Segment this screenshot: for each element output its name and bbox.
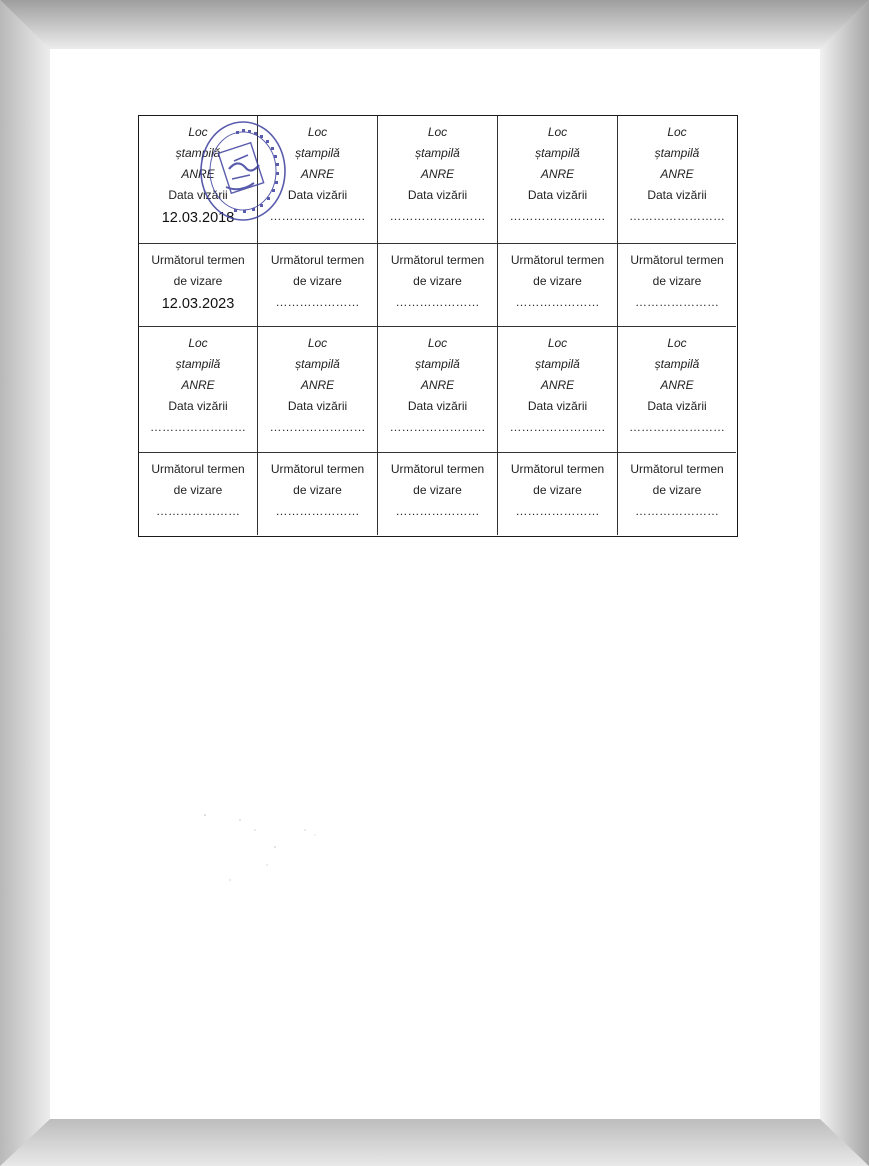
stamp-placeholder-text: ștampilă [175, 357, 221, 371]
next-term-value: ………………… [275, 295, 360, 309]
next-term-label: de vizare [293, 483, 342, 497]
stamp-placeholder-text: ștampilă [654, 357, 700, 371]
visa-date-label: Data vizării [168, 399, 228, 413]
stamp-placeholder-text: ANRE [300, 378, 335, 392]
visa-date-value: …………………… [389, 420, 486, 434]
visa-date-label: Data vizării [527, 399, 588, 413]
stamp-placeholder-text: Loc [667, 125, 687, 139]
next-term-value: ………………… [395, 504, 480, 518]
next-term-label: Următorul termen [151, 253, 245, 267]
next-term-label: de vizare [533, 274, 582, 288]
frame-bottom [0, 1119, 869, 1166]
stamp-cell [258, 327, 378, 453]
frame-left [0, 0, 50, 1166]
next-term-cell [378, 244, 498, 327]
stamp-placeholder-text: ANRE [420, 378, 455, 392]
stamp-placeholder-text: Loc [188, 336, 208, 350]
next-term-label: Următorul termen [390, 253, 485, 267]
next-term-label: de vizare [533, 483, 582, 497]
visa-date-label: Data vizării [647, 399, 707, 413]
next-term-label: de vizare [293, 274, 342, 288]
next-term-label: Următorul termen [270, 253, 365, 267]
next-term-label: Următorul termen [151, 462, 245, 476]
stamp-placeholder-text: Loc [427, 125, 448, 139]
next-term-cell [139, 453, 258, 535]
stamp-cell [378, 116, 498, 244]
stamp-placeholder-text: ANRE [300, 167, 335, 181]
stamp-placeholder-text: Loc [307, 125, 328, 139]
visa-date-label: Data vizării [407, 188, 468, 202]
next-term-value: ………………… [635, 295, 719, 309]
stamp-placeholder-text: ștampilă [535, 146, 580, 160]
visa-date-value: 12.03.2018 [161, 210, 235, 226]
visa-date-label: Data vizării [287, 399, 348, 413]
next-term-cell [618, 244, 736, 327]
stamp-cell [498, 116, 618, 244]
next-term-cell [258, 453, 378, 535]
visa-date-value: …………………… [269, 420, 366, 434]
stamp-placeholder-text: ștampilă [295, 357, 340, 371]
stamp-cell [378, 327, 498, 453]
stamp-cell [618, 327, 736, 453]
visa-date-value: …………………… [150, 420, 246, 434]
visa-date-label: Data vizării [407, 399, 468, 413]
next-term-value: ………………… [515, 295, 600, 309]
next-term-cell [498, 244, 618, 327]
stamp-placeholder-text: ANRE [181, 167, 215, 181]
visa-date-label: Data vizării [168, 188, 228, 202]
stamp-placeholder-text: ștampilă [295, 146, 340, 160]
visa-date-label: Data vizării [527, 188, 588, 202]
next-term-cell [258, 244, 378, 327]
next-term-cell [378, 453, 498, 535]
visa-date-value: …………………… [269, 209, 366, 223]
stamp-placeholder-text: ANRE [660, 378, 694, 392]
next-term-cell [498, 453, 618, 535]
stamp-cell [498, 327, 618, 453]
next-term-label: de vizare [413, 483, 462, 497]
stamp-placeholder-text: ANRE [181, 378, 215, 392]
next-term-label: Următorul termen [630, 462, 724, 476]
scan-speckle [195, 795, 335, 895]
stamp-placeholder-text: ANRE [540, 167, 575, 181]
visa-date-value: …………………… [629, 209, 725, 223]
next-term-value: ………………… [515, 504, 600, 518]
frame-top [0, 0, 869, 49]
next-term-label: Următorul termen [630, 253, 724, 267]
stamp-placeholder-text: ștampilă [415, 146, 460, 160]
stamp-placeholder-text: ștampilă [535, 357, 580, 371]
stamp-cell [139, 327, 258, 453]
stamp-placeholder-text: ștampilă [415, 357, 460, 371]
stamp-placeholder-text: ANRE [420, 167, 455, 181]
visa-date-value: …………………… [389, 209, 486, 223]
stamp-placeholder-text: Loc [547, 125, 568, 139]
visa-date-label: Data vizării [647, 188, 707, 202]
next-term-label: Următorul termen [270, 462, 365, 476]
next-term-value: ………………… [635, 504, 719, 518]
next-term-value: ………………… [395, 295, 480, 309]
frame-right [820, 0, 869, 1166]
next-term-value: ………………… [275, 504, 360, 518]
next-term-label: Următorul termen [510, 253, 605, 267]
visa-date-value: …………………… [629, 420, 725, 434]
stamp-cell [618, 116, 736, 244]
next-term-cell [618, 453, 736, 535]
next-term-label: Următorul termen [510, 462, 605, 476]
stamp-placeholder-text: Loc [547, 336, 568, 350]
next-term-label: de vizare [652, 483, 702, 497]
visa-date-value: …………………… [509, 209, 606, 223]
next-term-label: de vizare [413, 274, 462, 288]
stamp-placeholder-text: ANRE [540, 378, 575, 392]
next-term-cell [139, 244, 258, 327]
stamp-placeholder-text: Loc [427, 336, 448, 350]
stamp-placeholder-text: Loc [188, 125, 208, 139]
visa-date-label: Data vizării [287, 188, 348, 202]
official-stamp-icon [196, 117, 290, 225]
stamp-placeholder-text: ștampilă [654, 146, 700, 160]
stamp-placeholder-text: ANRE [660, 167, 694, 181]
next-term-label: de vizare [173, 483, 223, 497]
next-term-label: de vizare [652, 274, 702, 288]
stamp-placeholder-text: Loc [307, 336, 328, 350]
visa-date-value: …………………… [509, 420, 606, 434]
next-term-label: Următorul termen [390, 462, 485, 476]
stamp-placeholder-text: ștampilă [175, 146, 221, 160]
next-term-value: ………………… [156, 504, 240, 518]
next-term-label: de vizare [173, 274, 223, 288]
stamp-placeholder-text: Loc [667, 336, 687, 350]
next-term-value: 12.03.2023 [161, 296, 235, 312]
